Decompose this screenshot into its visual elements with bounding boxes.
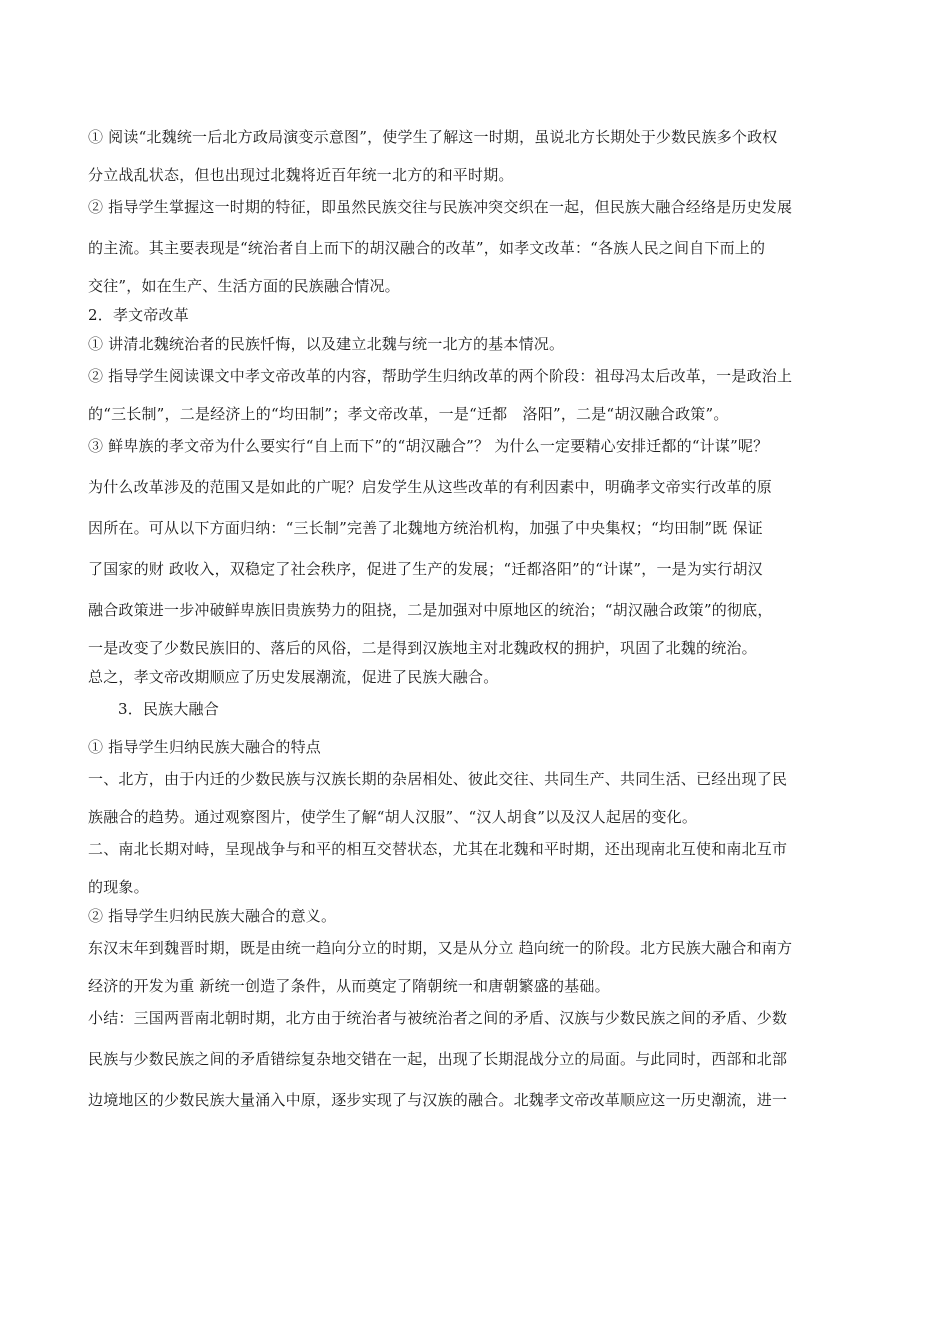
text-line: 2．孝文帝改革 [88, 306, 189, 324]
text-line: ② 指导学生阅读课文中孝文帝改革的内容，帮助学生归纳改革的两个阶段：祖母冯太后改革，一是政治上 [88, 367, 793, 385]
text-line: 为什么改革涉及的范围又是如此的广呢？启发学生从这些改革的有利因素中，明确孝文帝实行改革的原 [88, 478, 773, 496]
document-body [88, 120, 878, 1124]
text-line: ③ 鲜卑族的孝文帝为什么要实行“自上而下”的“胡汉融合”？ 为什么一定要精心安排迁都的“计谋”呢？ [88, 437, 769, 455]
text-line: 融合政策进一步冲破鲜卑族旧贵族势力的阻挠，二是加强对中原地区的统治；“胡汉融合政策”的彻底， [88, 601, 773, 619]
text-line: 因所在。可从以下方面归纳：“三长制”完善了北魏地方统治机构，加强了中央集权；“均田制”既 保证 [88, 519, 763, 537]
text-line: 了国家的财 政收入，双稳定了社会秩序，促进了生产的发展；“迁都洛阳”的“计谋”，一是为实行胡汉 [88, 560, 763, 578]
text-line: 东汉末年到魏晋时期，既是由统一趋向分立的时期，又是从分立 趋向统一的阶段。北方民族大融合和南方 [88, 939, 793, 957]
text-line: 的“三长制”，二是经济上的“均田制”；孝文帝改革，一是“迁都 洛阳”，二是“胡汉融合政策”。 [88, 405, 729, 423]
text-line: 总之，孝文帝改期顺应了历史发展潮流，促进了民族大融合。 [88, 668, 499, 686]
text-line: 分立战乱状态，但也出现过北魏将近百年统一北方的和平时期。 [88, 166, 514, 184]
text-line: ② 指导学生归纳民族大融合的意义。 [88, 907, 337, 925]
text-line: 的现象。 [88, 878, 149, 896]
text-line: ① 指导学生归纳民族大融合的特点 [88, 738, 321, 756]
text-line: 一是改变了少数民族旧的、落后的风俗，二是得到汉族地主对北魏政权的拥护，巩固了北魏的统治。 [88, 639, 757, 657]
text-line: 经济的开发为重 新统一创造了条件，从而奠定了隋朝统一和唐朝繁盛的基础。 [88, 977, 610, 995]
text-line: 边境地区的少数民族大量涌入中原，逐步实现了与汉族的融合。北魏孝文帝改革顺应这一历史潮流，进一 [88, 1091, 788, 1109]
text-line: ② 指导学生掌握这一时期的特征，即虽然民族交往与民族冲突交织在一起，但民族大融合经络是历史发展 [88, 198, 793, 216]
text-line: 民族与少数民族之间的矛盾错综复杂地交错在一起，出现了长期混战分立的局面。与此同时，西部和北部 [88, 1050, 788, 1068]
text-line: ① 阅读“北魏统一后北方政局演变示意图”，使学生了解这一时期，虽说北方长期处于少数民族多个政权 [88, 128, 778, 146]
text-line: 3．民族大融合 [118, 700, 219, 718]
text-line: 小结：三国两晋南北朝时期，北方由于统治者与被统治者之间的矛盾、汉族与少数民族之间的矛盾、少数 [88, 1009, 788, 1027]
text-line: 二、南北长期对峙，呈现战争与和平的相互交替状态，尤其在北魏和平时期，还出现南北互使和南北互市 [88, 840, 788, 858]
text-line: 族融合的趋势。通过观察图片，使学生了解“胡人汉服”、“汉人胡食”以及汉人起居的变化。 [88, 808, 698, 826]
text-line: 的主流。其主要表现是“统治者自上而下的胡汉融合的改革”，如孝文改革：“各族人民之间自下而上的 [88, 239, 766, 257]
text-line: 交往”，如在生产、生活方面的民族融合情况。 [88, 277, 400, 295]
text-line: 一、北方，由于内迁的少数民族与汉族长期的杂居相处、彼此交往、共同生产、共同生活、已经出现了民 [88, 770, 788, 788]
text-line: ① 讲清北魏统治者的民族忏悔，以及建立北魏与统一北方的基本情况。 [88, 335, 565, 353]
